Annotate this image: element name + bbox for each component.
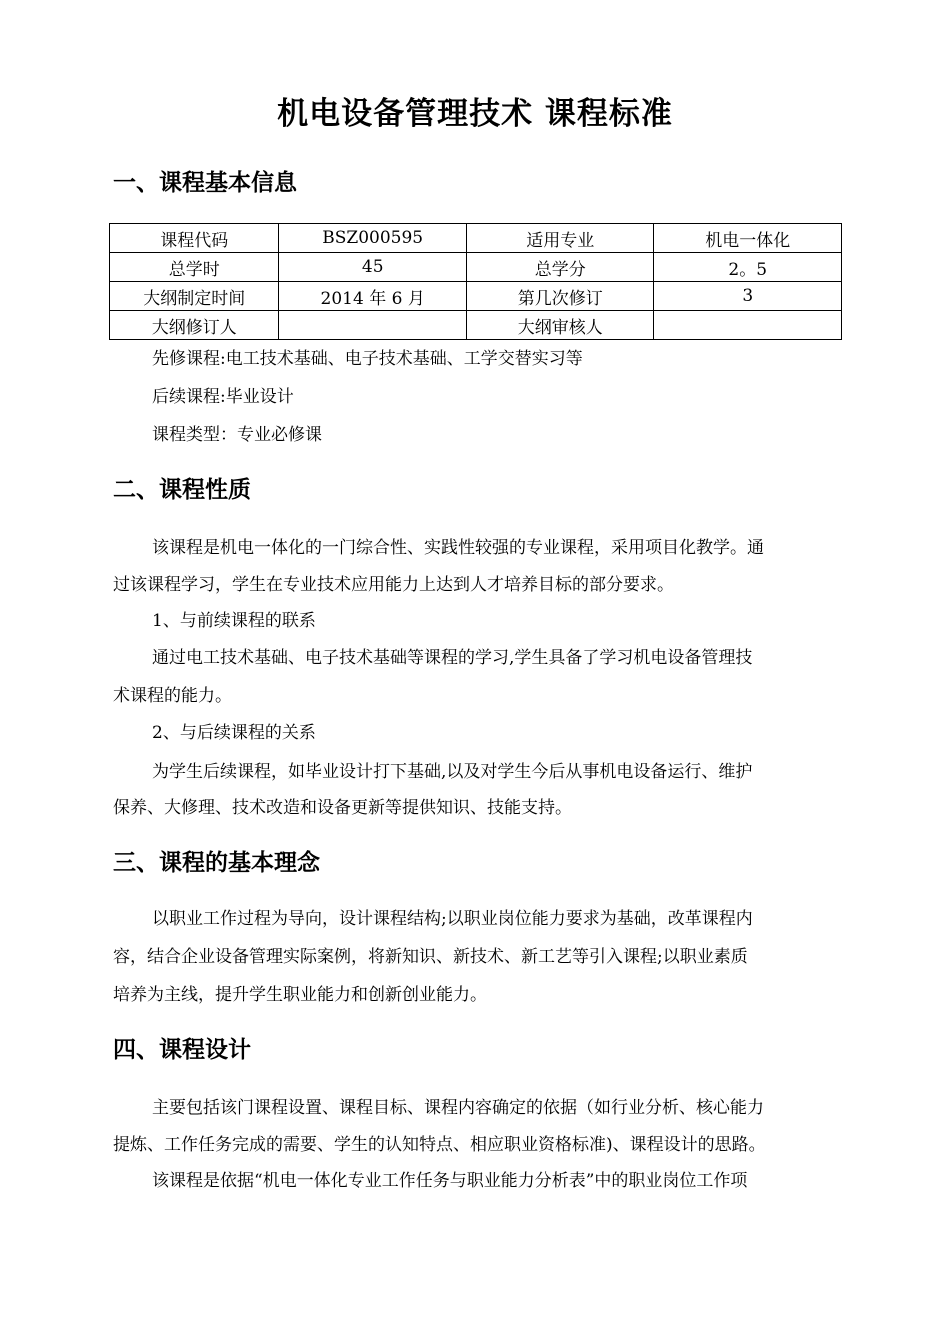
paragraph-line: 培养为主线，提升学生职业能力和创新创业能力。 (113, 985, 487, 1005)
section-heading-basic-info: 一、课程基本信息 (113, 170, 297, 196)
table-cell (279, 311, 467, 340)
subheading-later-courses: 2、与后续课程的关系 (152, 723, 316, 743)
document-title: 机电设备管理技术 课程标准 (277, 96, 673, 132)
table-cell (654, 311, 842, 340)
table-cell: 2014 年 6 月 (279, 282, 467, 311)
table-cell: 大纲制定时间 (110, 282, 279, 311)
follow-up-courses: 后续课程:毕业设计 (152, 387, 294, 407)
paragraph-line: 保养、大修理、技术改造和设备更新等提供知识、技能支持。 (113, 798, 572, 818)
paragraph-line: 该课程是机电一体化的一门综合性、实践性较强的专业课程，采用项目化教学。通 (152, 538, 764, 558)
table-cell: 45 (279, 253, 467, 282)
section-heading-idea: 三、课程的基本理念 (113, 850, 320, 876)
table-cell: BSZ000595 (279, 224, 467, 253)
table-cell: 适用专业 (466, 224, 654, 253)
paragraph-line: 该课程是依据“机电一体化专业工作任务与职业能力分析表”中的职业岗位工作项 (152, 1171, 748, 1191)
section-heading-design: 四、课程设计 (113, 1037, 251, 1063)
table-cell: 第几次修订 (466, 282, 654, 311)
table-row (110, 224, 842, 253)
table-cell: 大纲修订人 (110, 311, 279, 340)
table-row (110, 282, 842, 311)
table-cell: 总学分 (466, 253, 654, 282)
paragraph-line: 为学生后续课程，如毕业设计打下基础,以及对学生今后从事机电设备运行、维护 (152, 762, 753, 782)
table-cell: 总学时 (110, 253, 279, 282)
table-cell: 2。5 (654, 253, 842, 282)
paragraph-line: 通过电工技术基础、电子技术基础等课程的学习,学生具备了学习机电设备管理技 (152, 648, 753, 668)
course-info-table (109, 223, 842, 340)
prerequisite-courses: 先修课程:电工技术基础、电子技术基础、工学交替实习等 (152, 349, 583, 369)
table-cell: 机电一体化 (654, 224, 842, 253)
paragraph-line: 容，结合企业设备管理实际案例，将新知识、新技术、新工艺等引入课程;以职业素质 (113, 947, 748, 967)
section-heading-nature: 二、课程性质 (113, 477, 251, 503)
table-row (110, 311, 842, 340)
table-cell: 课程代码 (110, 224, 279, 253)
table-cell: 3 (654, 282, 842, 311)
paragraph-line: 主要包括该门课程设置、课程目标、课程内容确定的依据（如行业分析、核心能力 (152, 1098, 764, 1118)
paragraph-line: 提炼、工作任务完成的需要、学生的认知特点、相应职业资格标准)、课程设计的思路。 (113, 1135, 766, 1155)
paragraph-line: 过该课程学习，学生在专业技术应用能力上达到人才培养目标的部分要求。 (113, 575, 674, 595)
course-type: 课程类型：专业必修课 (152, 425, 322, 445)
subheading-prior-courses: 1、与前续课程的联系 (152, 611, 316, 631)
paragraph-line: 以职业工作过程为导向，设计课程结构;以职业岗位能力要求为基础，改革课程内 (152, 909, 753, 929)
table-cell: 大纲审核人 (466, 311, 654, 340)
paragraph-line: 术课程的能力。 (113, 686, 232, 706)
table-row (110, 253, 842, 282)
